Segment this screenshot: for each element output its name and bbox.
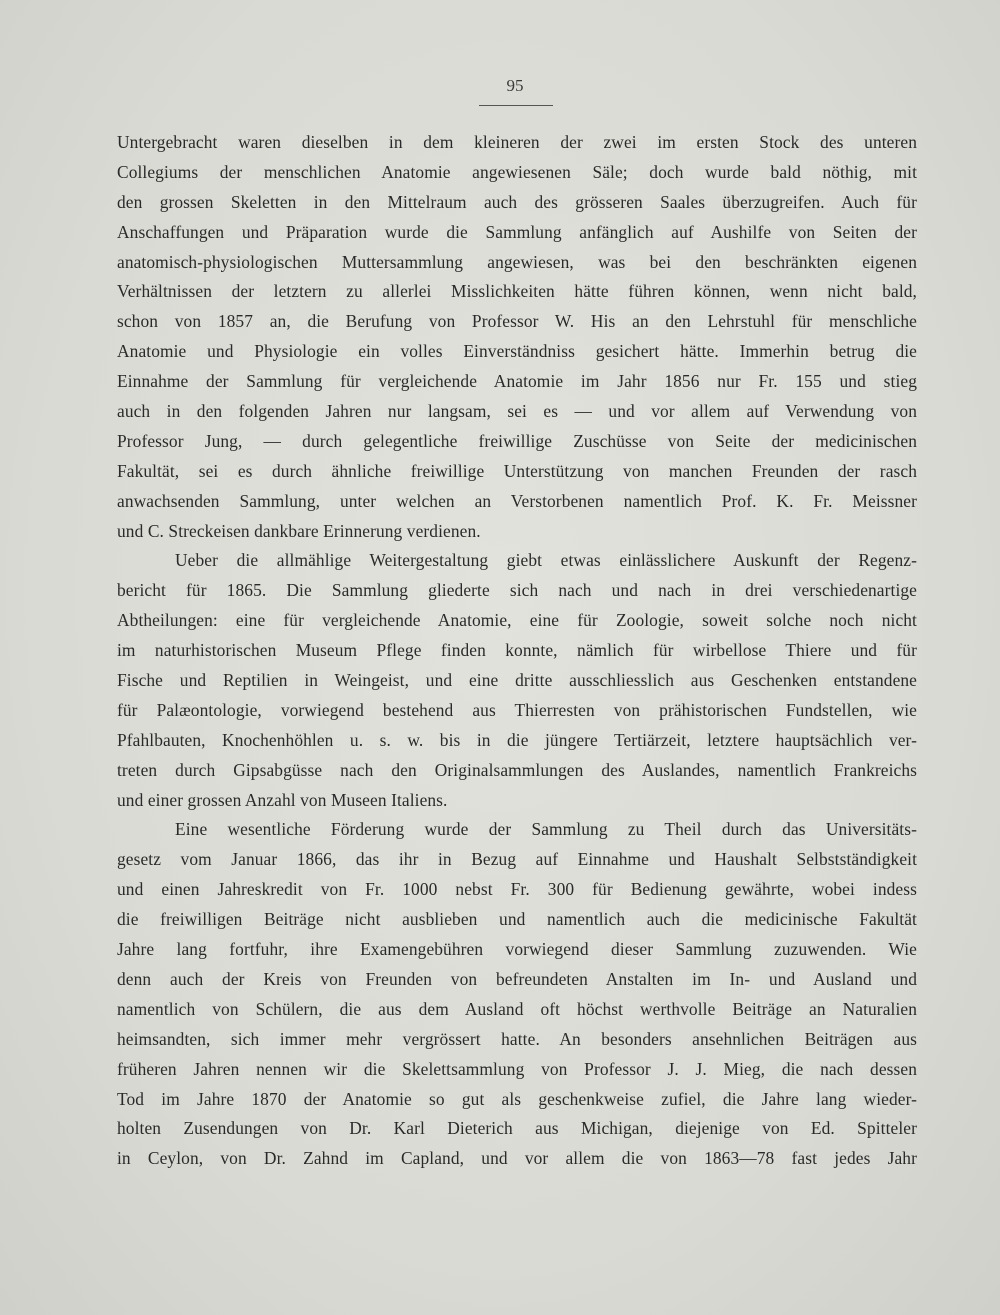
text-line: im naturhistorischen Museum Pflege finden konnte, nämlich für wirbellose Thiere und für (117, 640, 917, 661)
text-line: Abtheilungen: eine für vergleichende Anatomie, eine für Zoologie, soweit solche noch nicht (117, 610, 917, 631)
text-line: treten durch Gipsabgüsse nach den Originalsammlungen des Auslandes, namentlich Frankreichs (117, 759, 917, 780)
text-line: Einnahme der Sammlung für vergleichende Anatomie im Jahr 1856 nur Fr. 155 und stieg (117, 371, 917, 392)
text-line: auch in den folgenden Jahren nur langsam, sei es — und vor allem auf Verwendung von (117, 401, 917, 422)
page-number-rule (479, 105, 553, 106)
text-line: bericht für 1865. Die Sammlung gliederte sich nach und nach in drei verschiedenartige (117, 580, 917, 601)
text-line: für Palæontologie, vorwiegend bestehend aus Thierresten von prähistorischen Fundstellen, wie (117, 699, 917, 720)
text-line: denn auch der Kreis von Freunden von befreundeten Anstalten im In- und Ausland und (117, 968, 917, 989)
text-line: Untergebracht waren dieselben in dem kleineren der zwei im ersten Stock des unteren (117, 132, 917, 152)
text-line: die freiwilligen Beiträge nicht ausblieben und namentlich auch die medicinische Fakultät (117, 909, 917, 930)
text-line: und einen Jahreskredit von Fr. 1000 nebst Fr. 300 für Bedienung gewährte, wobei indess (117, 879, 917, 900)
text-line: Verhältnissen der letztern zu allerlei Misslichkeiten hätte führen können, wenn nicht bald, (117, 281, 917, 302)
text-line: namentlich von Schülern, die aus dem Ausland oft höchst werthvolle Beiträge an Naturalien (117, 998, 917, 1019)
text-line: Anatomie und Physiologie ein volles Einverständniss gesichert hätte. Immerhin betrug die (117, 341, 917, 362)
text-line: Fische und Reptilien in Weingeist, und eine dritte ausschliesslich aus Geschenken entstandene (117, 670, 917, 691)
text-line: anatomisch-physiologischen Muttersammlung angewiesen, was bei den beschränkten eigenen (117, 251, 917, 272)
text-line: heimsandten, sich immer mehr vergrössert hatte. An besonders ansehnlichen Beiträgen aus (117, 1028, 917, 1049)
page-number: 95 (506, 76, 524, 95)
text-line: Pfahlbauten, Knochenhöhlen u. s. w. bis in die jüngere Tertiärzeit, letztere hauptsächlich ver- (117, 729, 917, 750)
body-text (117, 128, 917, 1174)
text-line: Tod im Jahre 1870 der Anatomie so gut als geschenkweise zufiel, die Jahre lang wieder- (117, 1088, 917, 1109)
text-line: gesetz vom Januar 1866, das ihr in Bezug auf Einnahme und Haushalt Selbstständigkeit (117, 849, 917, 870)
text-line: schon von 1857 an, die Berufung von Professor W. His an den Lehrstuhl für menschliche (117, 311, 917, 332)
text-line: den grossen Skeletten in den Mittelraum auch des grösseren Saales überzugreifen. Auch für (117, 191, 917, 212)
text-line: Collegiums der menschlichen Anatomie angewiesenen Säle; doch wurde bald nöthig, mit (117, 161, 917, 182)
text-line: früheren Jahren nennen wir die Skelettsammlung von Professor J. J. Mieg, die nach dessen (117, 1058, 917, 1079)
text-line: Anschaffungen und Präparation wurde die Sammlung anfänglich auf Aushilfe von Seiten der (117, 221, 917, 242)
text-line: Eine wesentliche Förderung wurde der Sammlung zu Theil durch das Universitäts- (175, 819, 917, 840)
text-line: Professor Jung, — durch gelegentliche freiwillige Zuschüsse von Seite der medicinischen (117, 430, 917, 451)
text-line: holten Zusendungen von Dr. Karl Dieterich aus Michigan, diejenige von Ed. Spitteler (117, 1118, 917, 1139)
text-line: und einer grossen Anzahl von Museen Italiens. (117, 789, 448, 810)
text-line: in Ceylon, von Dr. Zahnd im Capland, und vor allem die von 1863—78 fast jedes Jahr (117, 1148, 917, 1169)
text-line: Fakultät, sei es durch ähnliche freiwillige Unterstützung von manchen Freunden der rasch (117, 460, 917, 481)
text-line: anwachsenden Sammlung, unter welchen an Verstorbenen namentlich Prof. K. Fr. Meissner (117, 490, 917, 511)
text-line: Jahre lang fortfuhr, ihre Examengebühren vorwiegend dieser Sammlung zuzuwenden. Wie (117, 939, 917, 960)
text-line: und C. Streckeisen dankbare Erinnerung verdienen. (117, 520, 481, 541)
text-line: Ueber die allmählige Weitergestaltung giebt etwas einlässlichere Auskunft der Regenz- (175, 550, 917, 571)
